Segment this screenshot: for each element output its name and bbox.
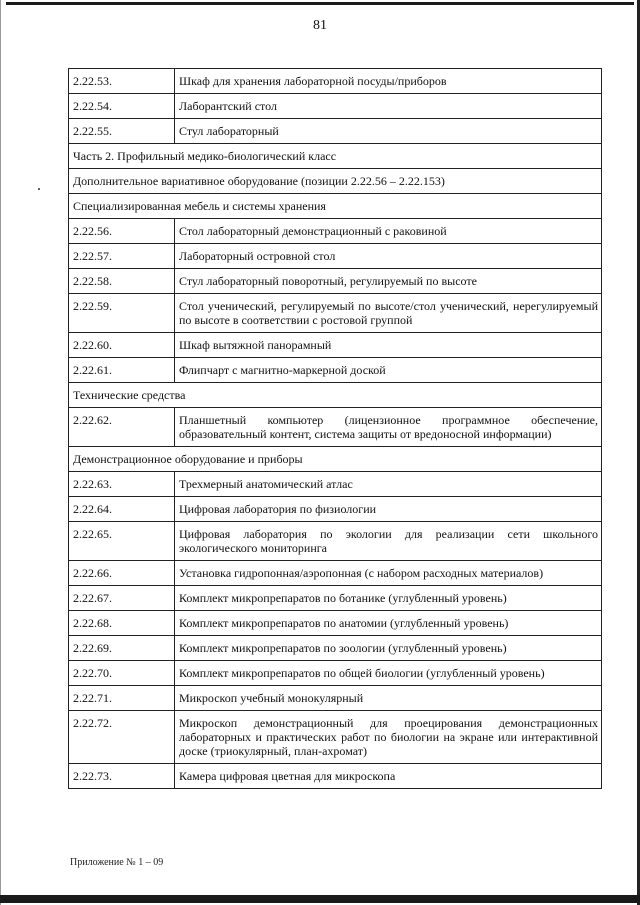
item-name: Комплект микропрепаратов по анатомии (углубленный уровень) [175,611,602,636]
item-number: 2.22.58. [69,269,175,294]
table-row [69,219,602,244]
table-row [69,636,602,661]
item-number: 2.22.54. [69,94,175,119]
item-number: 2.22.61. [69,358,175,383]
table-row [69,358,602,383]
section-row [69,447,602,472]
table-row [69,586,602,611]
item-name: Лаборантский стол [175,94,602,119]
item-name: Стул лабораторный поворотный, регулируемый по высоте [175,269,602,294]
item-name: Цифровая лаборатория по экологии для реализации сети школьного экологического мониторинга [175,522,602,561]
item-number: 2.22.64. [69,497,175,522]
item-number: 2.22.68. [69,611,175,636]
table-row [69,661,602,686]
section-row [69,169,602,194]
table-row [69,611,602,636]
section-heading: Часть 2. Профильный медико-биологический класс [69,144,602,169]
item-name: Комплект микропрепаратов по общей биологии (углубленный уровень) [175,661,602,686]
page-footer: Приложение № 1 – 09 [70,857,164,868]
item-name: Микроскоп демонстрационный для проецирования демонстрационных лабораторных и практических работ по биологии на экране или интерактивной доске (триокулярный, план-ахромат) [175,711,602,764]
table-row [69,686,602,711]
item-name: Стул лабораторный [175,119,602,144]
item-name: Планшетный компьютер (лицензионное программное обеспечение, образовательный контент, система защиты от вредоносной информации) [175,408,602,447]
item-name: Лабораторный островной стол [175,244,602,269]
section-heading: Специализированная мебель и системы хранения [69,194,602,219]
table-row [69,244,602,269]
item-name: Шкаф для хранения лабораторной посуды/приборов [175,69,602,94]
table-row [69,764,602,789]
section-heading: Технические средства [69,383,602,408]
item-number: 2.22.65. [69,522,175,561]
table-row [69,522,602,561]
section-heading: Демонстрационное оборудование и приборы [69,447,602,472]
scan-speck [38,188,40,190]
item-number: 2.22.73. [69,764,175,789]
equipment-table-body [69,69,602,789]
table-row [69,472,602,497]
section-row [69,194,602,219]
item-number: 2.22.70. [69,661,175,686]
item-number: 2.22.56. [69,219,175,244]
table-row [69,119,602,144]
item-name: Цифровая лаборатория по физиологии [175,497,602,522]
item-name: Микроскоп учебный монокулярный [175,686,602,711]
scan-edge-left [0,0,1,905]
scan-edge-bottom [0,895,640,903]
item-name: Комплект микропрепаратов по зоологии (углубленный уровень) [175,636,602,661]
item-number: 2.22.57. [69,244,175,269]
item-number: 2.22.62. [69,408,175,447]
table-row [69,408,602,447]
table-row [69,94,602,119]
table-row [69,561,602,586]
item-name: Установка гидропонная/аэропонная (с набором расходных материалов) [175,561,602,586]
table-row [69,69,602,94]
item-number: 2.22.63. [69,472,175,497]
item-name: Комплект микропрепаратов по ботанике (углубленный уровень) [175,586,602,611]
table-row [69,294,602,333]
scan-edge-top [6,2,634,5]
section-heading: Дополнительное вариативное оборудование (позиции 2.22.56 – 2.22.153) [69,169,602,194]
table-row [69,711,602,764]
section-row [69,383,602,408]
item-number: 2.22.71. [69,686,175,711]
item-name: Флипчарт с магнитно-маркерной доской [175,358,602,383]
table-row [69,269,602,294]
item-name: Трехмерный анатомический атлас [175,472,602,497]
item-name: Стол лабораторный демонстрационный с раковиной [175,219,602,244]
item-number: 2.22.60. [69,333,175,358]
page-number: 81 [313,18,327,33]
item-number: 2.22.69. [69,636,175,661]
item-number: 2.22.59. [69,294,175,333]
item-number: 2.22.55. [69,119,175,144]
equipment-table [68,68,602,789]
item-name: Стол ученический, регулируемый по высоте/стол ученический, нерегулируемый по высоте в соответствии с ростовой группой [175,294,602,333]
item-number: 2.22.53. [69,69,175,94]
item-name: Камера цифровая цветная для микроскопа [175,764,602,789]
item-number: 2.22.67. [69,586,175,611]
table-row [69,333,602,358]
item-name: Шкаф вытяжной панорамный [175,333,602,358]
section-row [69,144,602,169]
table-row [69,497,602,522]
item-number: 2.22.66. [69,561,175,586]
item-number: 2.22.72. [69,711,175,764]
